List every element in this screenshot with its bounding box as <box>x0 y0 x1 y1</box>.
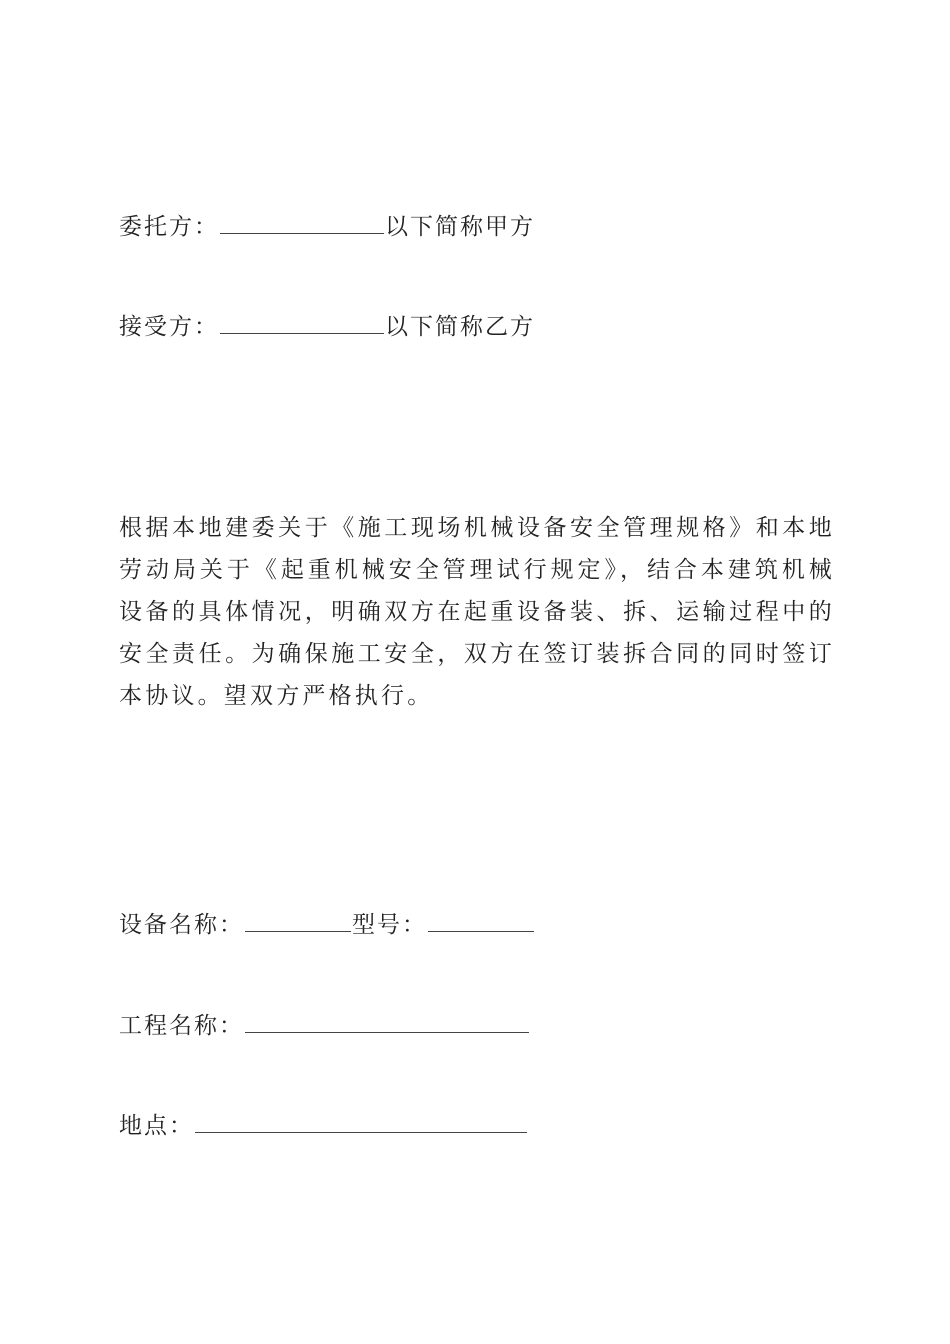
entrusting-party-suffix: 以下简称甲方 <box>385 214 535 240</box>
entrusting-party-label: 委托方： <box>119 214 219 240</box>
equipment-line <box>119 909 535 939</box>
model-blank[interactable] <box>428 909 534 932</box>
location-label: 地点： <box>119 1113 194 1139</box>
accepting-party-suffix: 以下简称乙方 <box>385 314 535 340</box>
entrusting-party-blank[interactable] <box>220 211 384 234</box>
equipment-name-blank[interactable] <box>245 909 351 932</box>
location-line <box>119 1110 528 1140</box>
project-name-line <box>119 1010 530 1040</box>
location-blank[interactable] <box>195 1110 527 1133</box>
equipment-name-label: 设备名称： <box>119 912 244 938</box>
entrusting-party-line <box>119 211 535 241</box>
accepting-party-blank[interactable] <box>220 311 384 334</box>
accepting-party-label: 接受方： <box>119 314 219 340</box>
preamble-paragraph: 根据本地建委关于《施工现场机械设备安全管理规格》和本地劳动局关于《起重机械安全管理试行规定》，结合本建筑机械设备的具体情况，明确双方在起重设备装、拆、运输过程中的安全责任。为确保施工安全，双方在签订装拆合同的同时签订本协议。望双方严格执行。 <box>119 515 835 709</box>
project-name-label: 工程名称： <box>119 1013 244 1039</box>
accepting-party-line <box>119 311 535 341</box>
model-label: 型号： <box>352 912 427 938</box>
project-name-blank[interactable] <box>245 1010 529 1033</box>
